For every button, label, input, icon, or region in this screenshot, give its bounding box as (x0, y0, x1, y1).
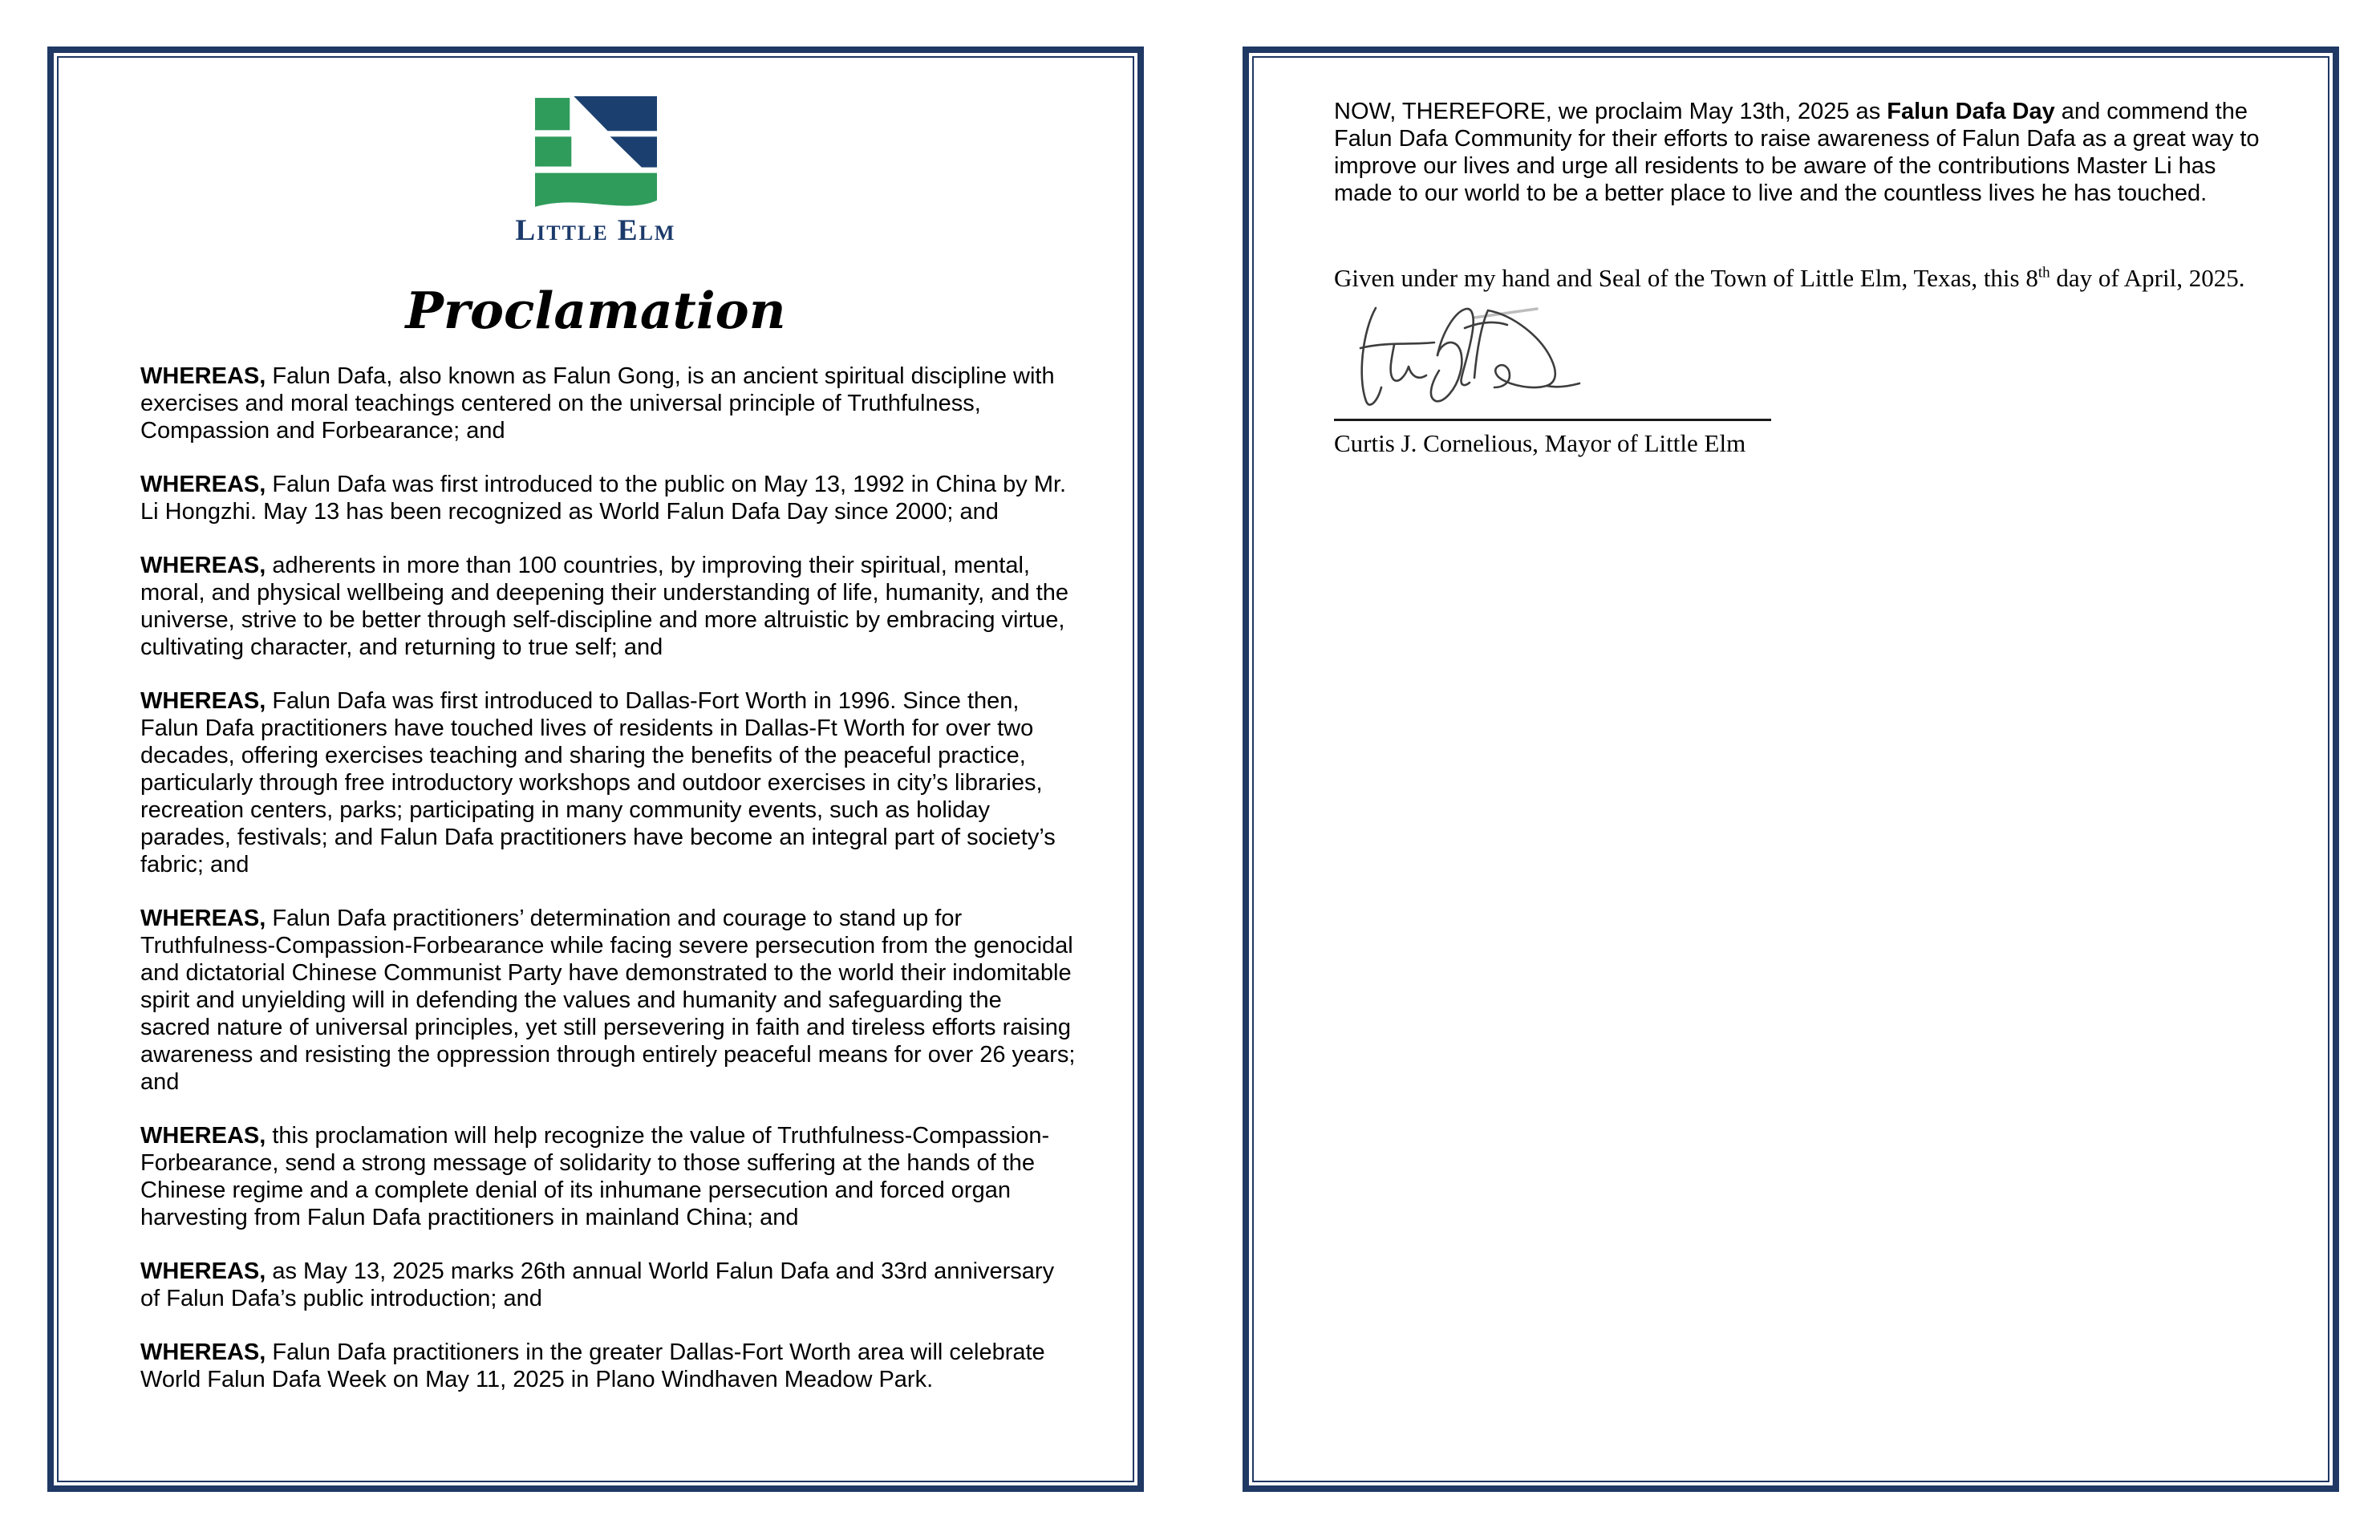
whereas-text: Falun Dafa was first introduced to the public on May 13, 1992 in China by Mr. Li Hongzhi. May 13 has been recognized as World Falun Dafa Day since 2000; and (140, 472, 1067, 525)
attestation-line (1334, 263, 2305, 294)
page-1-inner-border (57, 56, 1134, 1482)
logo-green-wave-band (535, 173, 657, 207)
closing-text-post: and commend the Falun Dafa Community for their efforts to raise awareness of Falun Dafa as a great way to improve our lives and urge all residents to be aware of the contributions Master Li has made to our world to be a better place to live and the countless lives he has touched. (1334, 99, 2260, 206)
attestation-ordinal-superscript: th (2037, 264, 2050, 282)
whereas-text: Falun Dafa, also known as Falun Gong, is an ancient spiritual discipline with exercises and moral teachings centered on the universal principle of Truthfulness, Compassion and Forbearance; and (140, 363, 1055, 444)
whereas-paragraph-3 (140, 552, 1077, 661)
proclamation-page-1 (47, 47, 1144, 1492)
signature-ink-strokes (1360, 308, 1579, 405)
whereas-paragraph-2 (140, 471, 1077, 525)
whereas-clauses (140, 363, 1077, 1420)
logo-wordmark: Little Elm (515, 214, 676, 247)
whereas-text: Falun Dafa was first introduced to Dallas-Fort Worth in 1996. Since then, Falun Dafa practitioners have touched lives of residents in Dallas-Ft Worth for over two decades, offering exercises teaching and sharing the benefits of the peaceful practice, particularly through free introductory workshops and outdoor exercises in city’s libraries, recreation centers, parks; participating in many community events, such as holiday parades, festivals; and Falun Dafa practitioners have become an integral part of society’s fabric; and (140, 688, 1056, 877)
town-logo-block (59, 96, 1133, 245)
page-2-inner-border (1252, 56, 2329, 1482)
little-elm-logo-icon (535, 96, 657, 213)
signature-line (1334, 419, 1771, 421)
signature-block (1334, 298, 1847, 458)
whereas-text: as May 13, 2025 marks 26th annual World Falun Dafa and 33rd anniversary of Falun Dafa’s public introduction; and (140, 1258, 1055, 1311)
whereas-paragraph-1 (140, 363, 1077, 444)
logo-green-square-middle (535, 136, 571, 166)
attestation-pre: Given under my hand and Seal of the Town of Little Elm, Texas, this 8 (1334, 264, 2038, 292)
whereas-text: Falun Dafa practitioners’ determination and courage to stand up for Truthfulness-Compassion-Forbearance while facing severe persecution from the genocidal and dictatorial Chinese Communist Party have demonstrated to the world their indomitable spirit and unyielding will in defending the values and humanity and safeguarding the sacred nature of universal principles, yet still persevering in faith and tireless efforts raising awareness and resisting the oppression through entirely peaceful means for over 26 years; and (140, 906, 1076, 1095)
whereas-text: this proclamation will help recognize the value of Truthfulness-Compassion-Forbearance, send a strong message of solidarity to those suffering at the hands of the Chinese regime and a complete denial of its inhumane persecution and forced organ harvesting from Falun Dafa practitioners in mainland China; and (140, 1123, 1050, 1230)
whereas-paragraph-7 (140, 1258, 1077, 1312)
mayor-signature-icon (1342, 298, 1607, 419)
whereas-paragraph-4 (140, 687, 1077, 878)
closing-text-pre: NOW, THEREFORE, we proclaim May 13th, 2025 as (1334, 99, 1887, 124)
logo-navy-upper-shape (574, 96, 657, 131)
whereas-lead: WHEREAS, (140, 688, 266, 714)
now-therefore-paragraph (1334, 98, 2271, 207)
logo-navy-lower-shape (610, 136, 656, 167)
whereas-paragraph-8 (140, 1339, 1077, 1393)
whereas-lead: WHEREAS, (140, 472, 266, 497)
proclamation-page-2 (1243, 47, 2339, 1492)
proclamation-title: Proclamation (405, 281, 786, 340)
attestation-post: day of April, 2025. (2050, 264, 2245, 292)
whereas-paragraph-5 (140, 905, 1077, 1096)
whereas-lead: WHEREAS, (140, 553, 266, 578)
whereas-text: adherents in more than 100 countries, by improving their spiritual, mental, moral, and physical wellbeing and deepening their understanding of life, humanity, and the universe, strive to be better through self-discipline and more altruistic by embracing virtue, cultivating character, and returning to true self; and (140, 553, 1068, 660)
mayor-name-title: Curtis J. Cornelious, Mayor of Little Elm (1334, 429, 1746, 457)
whereas-lead: WHEREAS, (140, 906, 266, 931)
closing-text-bold: Falun Dafa Day (1887, 99, 2055, 124)
whereas-text: Falun Dafa practitioners in the greater Dallas-Fort Worth area will celebrate World Falun Dafa Week on May 11, 2025 in Plano Windhaven Meadow Park. (140, 1339, 1045, 1392)
logo-green-square-top (535, 98, 570, 130)
whereas-lead: WHEREAS, (140, 363, 266, 389)
whereas-paragraph-6 (140, 1122, 1077, 1231)
whereas-lead: WHEREAS, (140, 1258, 266, 1284)
whereas-lead: WHEREAS, (140, 1339, 266, 1365)
whereas-lead: WHEREAS, (140, 1123, 266, 1149)
